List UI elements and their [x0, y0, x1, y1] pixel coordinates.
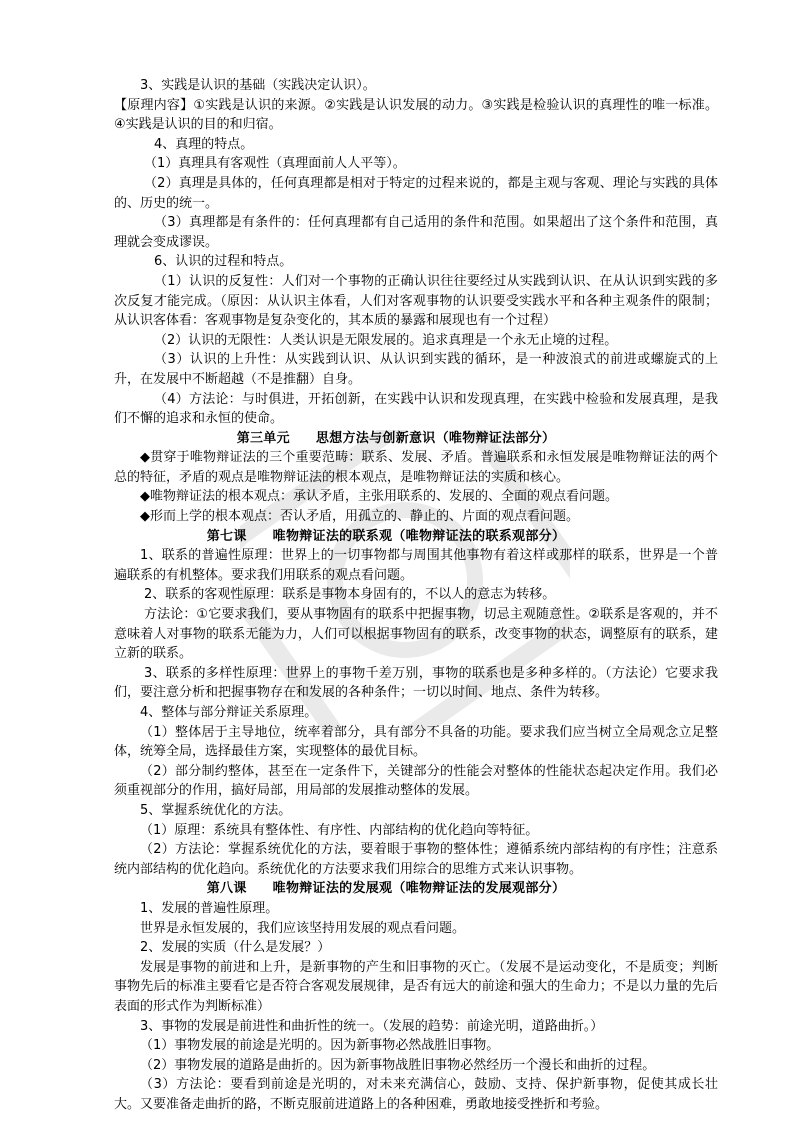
paragraph: （3）真理都是有条件的：任何真理都有自己适用的条件和范围。如果超出了这个条件和范围，真理就会变成谬误。 — [114, 215, 718, 250]
paragraph: （3）方法论：要看到前途是光明的，对未来充满信心，鼓励、支持、保护新事物，促使其成长壮大。又要准备走曲折的路，不断克服前进道路上的各种困难，勇敢地接受挫折和考验。 — [114, 1077, 718, 1112]
paragraph: ◆形而上学的根本观点：否认矛盾，用孤立的、静止的、片面的观点看问题。 — [140, 509, 579, 525]
paragraph: 【原理内容】①实践是认识的来源。②实践是认识发展的动力。③实践是检验认识的真理性的唯一标准。④实践是认识的目的和归宿。 — [114, 97, 718, 133]
paragraph: 4、真理的特点。 — [154, 136, 254, 152]
paragraph: 2、发展的实质（什么是发展？） — [140, 940, 331, 956]
paragraph: （2）认识的无限性：人类认识是无限发展的。追求真理是一个永无止境的过程。 — [154, 332, 618, 348]
paragraph: （1）真理具有客观性（真理面前人人平等）。 — [144, 156, 406, 172]
paragraph: （3）认识的上升性：从实践到认识、从认识到实践的循环，是一种波浪式的前进或螺旋式的上升，在发展中不断超越（不是推翻）自身。 — [114, 352, 718, 387]
lesson-heading — [114, 527, 718, 547]
paragraph: （2）部分制约整体，甚至在一定条件下，关键部分的性能会对整体的性能状态起决定作用。我们必须重视部分的作用，搞好局部，用局部的发展推动整体的发展。 — [114, 763, 718, 799]
document-body — [114, 76, 718, 1114]
paragraph: （2）事物发展的道路是曲折的。因为新事物战胜旧事物必然经历一个漫长和曲折的过程。 — [140, 1057, 656, 1073]
lesson-title: 唯物辩证法的联系观（唯物辩证法的联系观部分） — [272, 528, 566, 544]
paragraph: （4）方法论：与时俱进，开拓创新，在实践中认识和发现真理，在实践中检验和发展真理，是我们不懈的追求和永恒的使命。 — [114, 391, 718, 427]
paragraph: ◆贯穿于唯物辩证法的三个重要范畴：联系、发展、矛盾。普遍联系和永恒发展是唯物辩证法的两个总的特征，矛盾的观点是唯物辩证法的根本观点，是唯物辩证法的实质和核心。 — [114, 450, 718, 485]
unit-title: 思想方法与创新意识（唯物辩证法部分） — [315, 430, 556, 446]
paragraph: 发展是事物的前进和上升，是新事物的产生和旧事物的灭亡。（发展不是运动变化，不是质变；判断事物先后的标准主要看它是否符合客观发展规律，是否有远大的前途和强大的生命力；不是以力量的先后表面的形式作为判断标准） — [114, 959, 718, 1014]
paragraph: 3、实践是认识的基础（实践决定认识）。 — [140, 78, 376, 93]
paragraph: 5、掌握系统优化的方法。 — [140, 802, 292, 818]
paragraph: 6、认识的过程和特点。 — [154, 254, 293, 270]
paragraph: 1、联系的普遍性原理：世界上的一切事物都与周围其他事物有着这样或那样的联系，世界是一个普遍联系的有机整体。要求我们用联系的观点看问题。 — [114, 548, 718, 583]
paragraph: （1）认识的反复性：人们对一个事物的正确认识往往要经过从实践到认识、在从认识到实践的多次反复才能完成。（原因：从认识主体看，人们对客观事物的认识要受实践水平和各种主观条件的限制；从认识客体看：客观事物是复杂变化的，其本质的暴露和展现也有一个过程） — [114, 273, 718, 329]
unit-number: 第三单元 — [236, 430, 290, 446]
lesson-number: 第七课 — [206, 528, 247, 544]
paragraph: 2、联系的客观性原理：联系是事物本身固有的，不以人的意志为转移。 — [144, 587, 556, 603]
paragraph: ◆唯物辩证法的根本观点：承认矛盾，主张用联系的、发展的、全面的观点看问题。 — [140, 489, 618, 505]
paragraph: 3、联系的多样性原理：世界上的事物千差万别，事物的联系也是多种多样的。（方法论）它要求我们，要注意分析和把握事物存在和发展的各种条件；一切以时间、地点、条件为转移。 — [114, 665, 718, 701]
paragraph: 方法论：①它要求我们，要从事物固有的联系中把握事物，切忌主观随意性。②联系是客观的，并不意味着人对事物的联系无能为力，人们可以根据事物固有的联系，改变事物的状态，调整原有的联系，建立新的联系。 — [114, 607, 718, 662]
paragraph: 3、事物的发展是前进性和曲折性的统一。（发展的趋势：前途光明，道路曲折。） — [140, 1018, 604, 1034]
paragraph: （2）真理是具体的，任何真理都是相对于特定的过程来说的，都是主观与客观、理论与实践的具体的、历史的统一。 — [114, 175, 718, 211]
paragraph: （1）整体居于主导地位，统率着部分，具有部分不具备的功能。要求我们应当树立全局观念立足整体，统筹全局，选择最佳方案，实现整体的最优目标。 — [114, 724, 718, 760]
paragraph: 世界是永恒发展的，我们应该坚持用发展的观点看问题。 — [140, 920, 466, 936]
paragraph: 1、发展的普遍性原理。 — [140, 900, 279, 916]
lesson-heading — [114, 879, 718, 899]
unit-heading — [114, 429, 718, 449]
paragraph: （1）原理：系统具有整体性、有序性、内部结构的优化趋向等特征。 — [140, 822, 539, 838]
paragraph: （2）方法论：掌握系统优化的方法，要着眼于事物的整体性；遵循系统内部结构的有序性；注意系统内部结构的优化趋向。系统优化的方法要求我们用综合的思维方式来认识事物。 — [114, 842, 718, 877]
paragraph: （1）事物发展的前途是光明的。因为新事物必然战胜旧事物。 — [140, 1038, 500, 1054]
lesson-title: 唯物辩证法的发展观（唯物辩证法的发展观部分） — [272, 881, 566, 897]
lesson-number: 第八课 — [206, 881, 247, 897]
paragraph: 4、整体与部分辩证关系原理。 — [140, 705, 318, 720]
